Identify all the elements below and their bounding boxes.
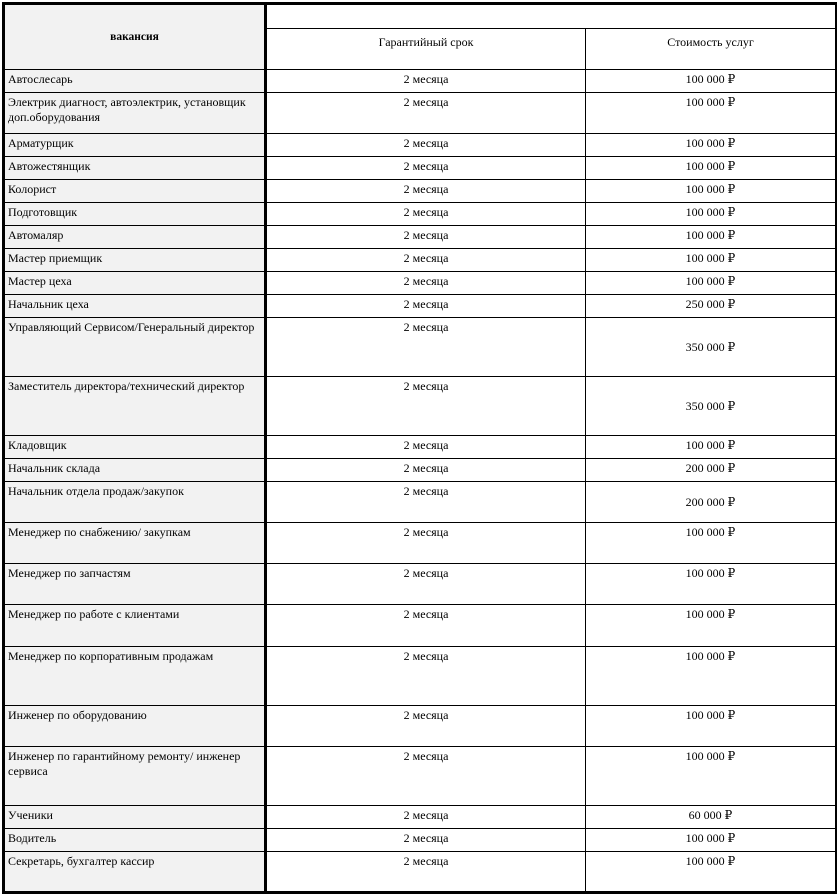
price-cell: 100 000 ₽: [586, 226, 837, 249]
period-cell: 2 месяца: [266, 157, 586, 180]
vacancy-price-sheet: [2, 2, 835, 894]
table-row: [4, 805, 837, 828]
vacancy-cell: Управляющий Сервисом/Генеральный директор: [4, 318, 266, 377]
vacancy-cell: Менеджер по запчастям: [4, 564, 266, 605]
period-cell: 2 месяца: [266, 605, 586, 646]
table-row: [4, 605, 837, 646]
vacancy-cell: Заместитель директора/технический директор: [4, 377, 266, 436]
period-cell: 2 месяца: [266, 482, 586, 523]
vacancy-cell: Водитель: [4, 828, 266, 851]
period-cell: 2 месяца: [266, 272, 586, 295]
vacancy-cell: Менеджер по корпоративным продажам: [4, 646, 266, 705]
price-cell: 100 000 ₽: [586, 523, 837, 564]
price-cell: 100 000 ₽: [586, 851, 837, 892]
vacancy-cell: Электрик диагност, автоэлектрик, установщик доп.оборудования: [4, 93, 266, 134]
table-row: [4, 459, 837, 482]
period-cell: 2 месяца: [266, 746, 586, 805]
table-row: [4, 436, 837, 459]
price-cell: 60 000 ₽: [586, 805, 837, 828]
vacancy-cell: Автомаляр: [4, 226, 266, 249]
price-cell: 100 000 ₽: [586, 436, 837, 459]
period-cell: 2 месяца: [266, 203, 586, 226]
table-row: [4, 226, 837, 249]
vacancy-cell: Колорист: [4, 180, 266, 203]
table-row: [4, 705, 837, 746]
period-cell: 2 месяца: [266, 459, 586, 482]
price-cell: 200 000 ₽: [586, 482, 837, 523]
period-cell: 2 месяца: [266, 851, 586, 892]
vacancy-cell: Арматурщик: [4, 134, 266, 157]
vacancy-cell: Ученики: [4, 805, 266, 828]
table-row: [4, 377, 837, 436]
vacancy-rows: [4, 70, 837, 893]
table-row: [4, 523, 837, 564]
period-cell: 2 месяца: [266, 828, 586, 851]
price-cell: 100 000 ₽: [586, 272, 837, 295]
vacancy-cell: Секретарь, бухгалтер кассир: [4, 851, 266, 892]
vacancy-cell: Инженер по оборудованию: [4, 705, 266, 746]
period-cell: 2 месяца: [266, 226, 586, 249]
table-row: [4, 134, 837, 157]
price-cell: 100 000 ₽: [586, 157, 837, 180]
table-row: [4, 157, 837, 180]
vacancy-cell: Кладовщик: [4, 436, 266, 459]
vacancy-cell: Инженер по гарантийному ремонту/ инженер сервиса: [4, 746, 266, 805]
vacancy-table: [2, 2, 837, 894]
table-row: [4, 318, 837, 377]
period-cell: 2 месяца: [266, 70, 586, 93]
price-cell: 100 000 ₽: [586, 705, 837, 746]
table-row: [4, 203, 837, 226]
table-row: [4, 70, 837, 93]
period-cell: 2 месяца: [266, 705, 586, 746]
period-cell: 2 месяца: [266, 564, 586, 605]
price-cell: 250 000 ₽: [586, 295, 837, 318]
table-row: [4, 249, 837, 272]
table-row: [4, 851, 837, 892]
price-cell: 100 000 ₽: [586, 249, 837, 272]
vacancy-cell: Начальник цеха: [4, 295, 266, 318]
header-vacancy: вакансия: [4, 4, 266, 70]
table-row: [4, 564, 837, 605]
table-row: [4, 746, 837, 805]
vacancy-cell: Мастер цеха: [4, 272, 266, 295]
header-blank: [266, 4, 837, 29]
price-cell: 100 000 ₽: [586, 646, 837, 705]
price-cell: 350 000 ₽: [586, 318, 837, 377]
vacancy-cell: Менеджер по работе с клиентами: [4, 605, 266, 646]
price-cell: 100 000 ₽: [586, 134, 837, 157]
header-price: Стоимость услуг: [586, 29, 837, 70]
vacancy-cell: Автослесарь: [4, 70, 266, 93]
table-row: [4, 295, 837, 318]
price-cell: 100 000 ₽: [586, 746, 837, 805]
price-cell: 100 000 ₽: [586, 605, 837, 646]
period-cell: 2 месяца: [266, 295, 586, 318]
period-cell: 2 месяца: [266, 805, 586, 828]
vacancy-cell: Подготовщик: [4, 203, 266, 226]
period-cell: 2 месяца: [266, 134, 586, 157]
vacancy-cell: Менеджер по снабжению/ закупкам: [4, 523, 266, 564]
period-cell: 2 месяца: [266, 436, 586, 459]
period-cell: 2 месяца: [266, 377, 586, 436]
period-cell: 2 месяца: [266, 318, 586, 377]
header-period: Гарантийный срок: [266, 29, 586, 70]
price-cell: 100 000 ₽: [586, 203, 837, 226]
vacancy-cell: Начальник склада: [4, 459, 266, 482]
table-row: [4, 646, 837, 705]
vacancy-cell: Автожестянщик: [4, 157, 266, 180]
period-cell: 2 месяца: [266, 180, 586, 203]
price-cell: 100 000 ₽: [586, 180, 837, 203]
period-cell: 2 месяца: [266, 93, 586, 134]
price-cell: 100 000 ₽: [586, 564, 837, 605]
table-row: [4, 828, 837, 851]
period-cell: 2 месяца: [266, 646, 586, 705]
period-cell: 2 месяца: [266, 523, 586, 564]
price-cell: 200 000 ₽: [586, 459, 837, 482]
table-row: [4, 180, 837, 203]
table-row: [4, 482, 837, 523]
period-cell: 2 месяца: [266, 249, 586, 272]
price-cell: 100 000 ₽: [586, 70, 837, 93]
table-row: [4, 272, 837, 295]
price-cell: 100 000 ₽: [586, 828, 837, 851]
vacancy-cell: Мастер приемщик: [4, 249, 266, 272]
vacancy-cell: Начальник отдела продаж/закупок: [4, 482, 266, 523]
price-cell: 350 000 ₽: [586, 377, 837, 436]
price-cell: 100 000 ₽: [586, 93, 837, 134]
table-row: [4, 93, 837, 134]
